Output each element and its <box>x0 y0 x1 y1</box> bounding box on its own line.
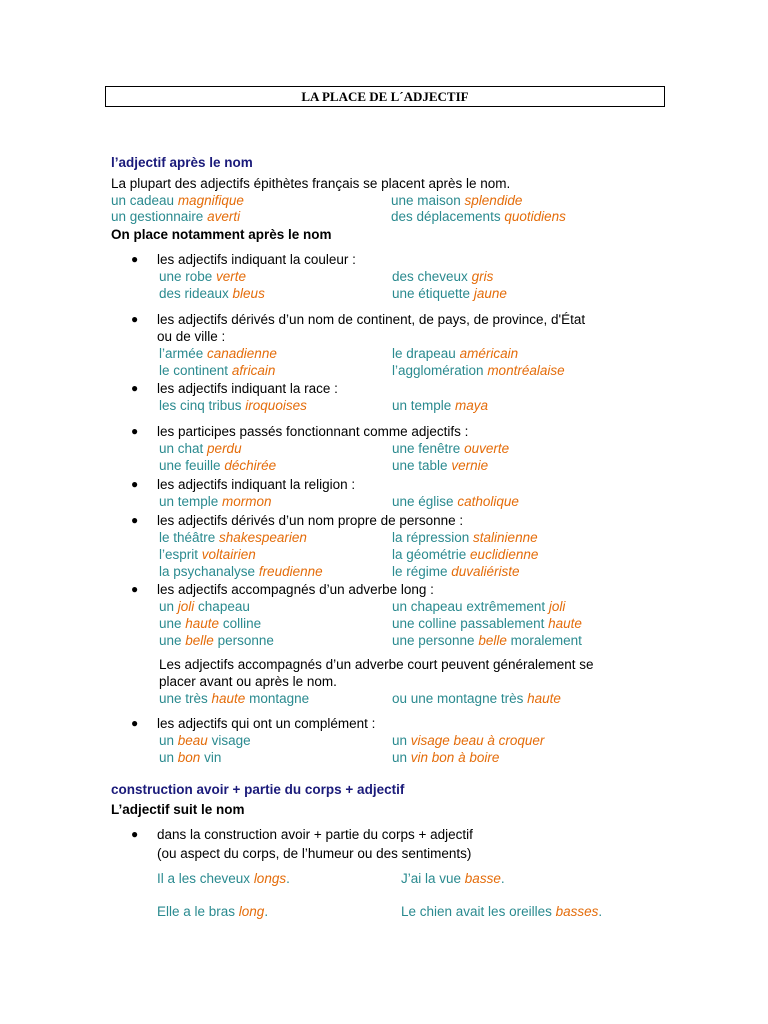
bullet-text: les adjectifs qui ont un complément : <box>157 716 376 731</box>
example-item: un chapeau extrêmement joli <box>392 599 566 614</box>
example-item: une étiquette jaune <box>392 286 507 301</box>
example-item: la psychanalyse freudienne <box>159 564 323 579</box>
example-item: un bon vin <box>159 750 222 765</box>
bullet-dot: ● <box>131 381 139 395</box>
example-item: une haute colline <box>159 616 262 631</box>
example-item: des rideaux bleus <box>159 286 265 301</box>
example-item: les cinq tribus iroquoises <box>159 398 307 413</box>
bullet-text: les adjectifs dérivés d’un nom de continent, de pays, de province, d'État <box>157 312 586 327</box>
example-item: des cheveux gris <box>392 269 494 284</box>
bullet-dot: ● <box>131 424 139 438</box>
section-heading-after-noun: l’adjectif après le nom <box>111 155 253 170</box>
intro-text: La plupart des adjectifs épithètes français se placent après le nom. <box>111 176 511 191</box>
example-item: le régime duvaliériste <box>392 564 520 579</box>
example-item: un joli chapeau <box>159 599 250 614</box>
bullet-dot: ● <box>131 312 139 326</box>
example-item: une belle personne <box>159 633 274 648</box>
bullet-construction-line1: dans la construction avoir + partie du corps + adjectif <box>157 827 473 842</box>
bullet-dot: ● <box>131 252 139 266</box>
bullet-dot: ● <box>131 716 139 730</box>
example-cadeau: un cadeau magnifique <box>111 193 244 208</box>
note-text: placer avant ou après le nom. <box>159 674 337 689</box>
example-item: une colline passablement haute <box>392 616 582 631</box>
bullet-text: les adjectifs indiquant la religion : <box>157 477 356 492</box>
section-heading-construction: construction avoir + partie du corps + adjectif <box>111 782 405 797</box>
example-item: un vin bon à boire <box>392 750 500 765</box>
bullet-dot: ● <box>131 827 139 841</box>
example-item: le drapeau américain <box>392 346 519 361</box>
example-item: le théâtre shakespearien <box>159 530 307 545</box>
example-item: une fenêtre ouverte <box>392 441 510 456</box>
example-item: une feuille déchirée <box>159 458 277 473</box>
bullet-dot: ● <box>131 582 139 596</box>
example-item: un temple mormon <box>159 494 272 509</box>
example-item: le continent africain <box>159 363 276 378</box>
bullet-text: les adjectifs accompagnés d’un adverbe long : <box>157 582 434 597</box>
example-item: un beau visage <box>159 733 251 748</box>
bullet-text: ou de ville : <box>157 329 226 344</box>
example-gestionnaire: un gestionnaire averti <box>111 209 241 224</box>
example-item: une personne belle moralement <box>392 633 582 648</box>
example-maison: une maison splendide <box>391 193 523 208</box>
example-cheveux-longs: Il a les cheveux longs. <box>157 871 290 886</box>
note-text: Les adjectifs accompagnés d’un adverbe court peuvent généralement se <box>159 657 594 672</box>
page-title: LA PLACE DE L´ADJECTIF <box>105 86 665 107</box>
example-item: l’agglomération montréalaise <box>392 363 565 378</box>
bullet-dot: ● <box>131 477 139 491</box>
bullet-text: les adjectifs indiquant la couleur : <box>157 252 356 267</box>
example-item: un chat perdu <box>159 441 242 456</box>
example-item: un visage beau à croquer <box>392 733 545 748</box>
example-item: la répression stalinienne <box>392 530 538 545</box>
example-vue-basse: J’ai la vue basse. <box>401 871 505 886</box>
example-item: une église catholique <box>392 494 519 509</box>
example-oreilles-basses: Le chien avait les oreilles basses. <box>401 904 603 919</box>
example-deplacements: des déplacements quotidiens <box>391 209 566 224</box>
subheading-notamment: On place notamment après le nom <box>111 227 332 242</box>
bullet-construction-line2: (ou aspect du corps, de l’humeur ou des sentiments) <box>157 846 472 861</box>
example-item: ou une montagne très haute <box>392 691 561 706</box>
example-item: une très haute montagne <box>159 691 310 706</box>
example-item: l’esprit voltairien <box>159 547 256 562</box>
bullet-text: les participes passés fonctionnant comme adjectifs : <box>157 424 469 439</box>
bullet-text: les adjectifs indiquant la race : <box>157 381 338 396</box>
example-item: l’armée canadienne <box>159 346 277 361</box>
subheading-suit-nom: L’adjectif suit le nom <box>111 802 245 817</box>
example-item: une table vernie <box>392 458 489 473</box>
example-item: une robe verte <box>159 269 247 284</box>
example-item: la géométrie euclidienne <box>392 547 539 562</box>
example-bras-long: Elle a le bras long. <box>157 904 269 919</box>
bullet-dot: ● <box>131 513 139 527</box>
example-item: un temple maya <box>392 398 489 413</box>
bullet-text: les adjectifs dérivés d’un nom propre de personne : <box>157 513 464 528</box>
